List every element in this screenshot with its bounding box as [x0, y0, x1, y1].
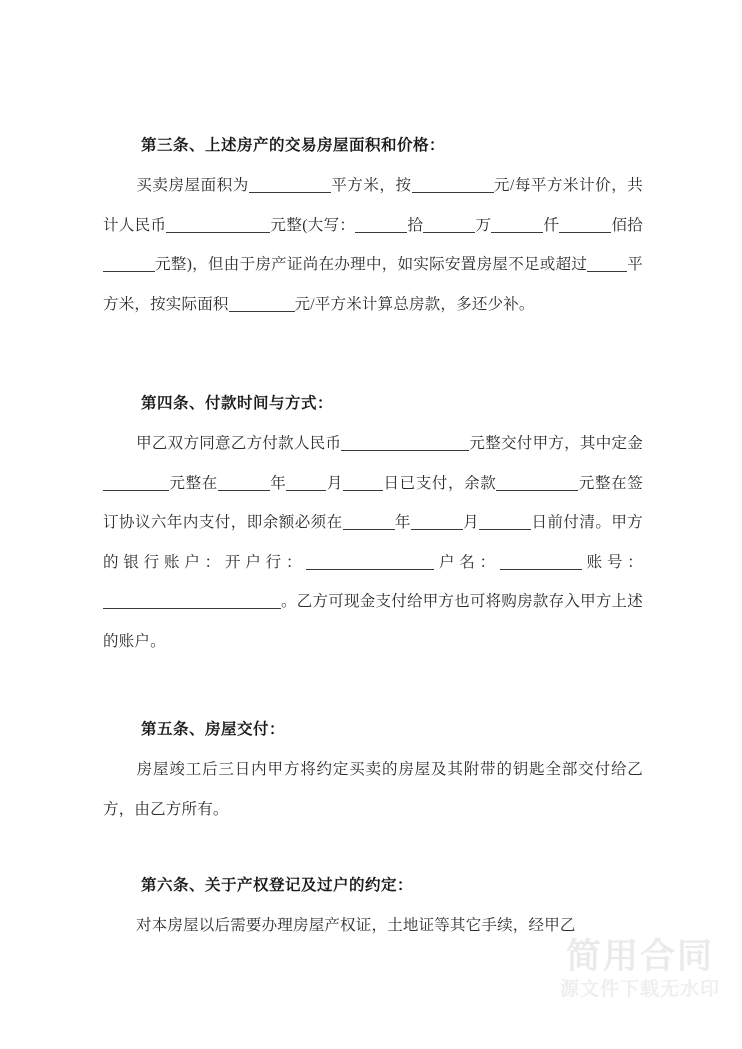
paragraph-text-run: 月 [326, 474, 344, 492]
watermark-sub-text: 源文件下载无水印 [559, 979, 720, 1001]
fill-in-blank[interactable] [103, 475, 169, 491]
paragraph-text-run: 元/每平方米计价，共计人民币 [103, 177, 643, 234]
fill-in-blank[interactable] [166, 217, 270, 233]
paragraph-text-run: 月 [462, 514, 480, 531]
paragraph-text-run: 年 [269, 474, 287, 492]
fill-in-blank[interactable] [355, 217, 407, 233]
section-heading-3: 第三条、上述房产的交易房屋面积和价格： [141, 137, 446, 154]
fill-in-blank[interactable] [341, 435, 469, 451]
paragraph-text-run: 平方米，按 [330, 177, 412, 194]
section-heading-4: 第四条、付款时间与方式： [141, 395, 334, 412]
fill-in-blank[interactable] [229, 296, 295, 312]
section-heading-5: 第五条、房屋交付： [141, 721, 286, 738]
paragraph-text-run: 平方米，按实际面积 [103, 256, 644, 313]
section-paragraph-4 [103, 424, 643, 661]
paragraph-text-run: 。乙方可现金支付给甲方也可将购房款存入甲方上述的账户。 [103, 593, 643, 650]
watermark-main-text: 简用合同 [565, 937, 714, 977]
fill-in-blank[interactable] [479, 514, 531, 530]
paragraph-text-run: 万 [475, 216, 492, 234]
paragraph-text-run: 仟 [543, 216, 560, 234]
fill-in-blank[interactable] [587, 256, 627, 272]
fill-in-blank[interactable] [249, 177, 331, 193]
fill-in-blank[interactable] [423, 217, 475, 233]
fill-in-blank[interactable] [343, 475, 383, 491]
paragraph-text-run: 元整在 [169, 474, 218, 492]
paragraph-text-run: 账号： [581, 553, 643, 571]
paragraph-text-run: 拾 [407, 216, 424, 234]
paragraph-text-run: 户名： [434, 553, 500, 571]
paragraph-text-run: 对本房屋以后需要办理房屋产权证，土地证等其它手续，经甲乙 [136, 917, 576, 934]
fill-in-blank[interactable] [343, 514, 395, 530]
paragraph-text-run: 年 [394, 514, 411, 531]
paragraph-text-run: 房屋竣工后三日内甲方将约定买卖的房屋及其附带的钥匙全部交付给乙方，由乙方所有。 [103, 761, 643, 818]
fill-in-blank[interactable] [218, 475, 270, 491]
section-paragraph-6 [103, 906, 643, 946]
paragraph-text-run: 元整)，但由于房产证尚在办理中，如实际安置房屋不足或超过 [155, 256, 588, 273]
paragraph-text-run: 甲乙双方同意乙方付款人民币 [136, 435, 342, 452]
fill-in-blank[interactable] [500, 554, 582, 570]
fill-in-blank[interactable] [411, 514, 463, 530]
section-paragraph-3 [103, 166, 643, 324]
paragraph-text-run: 日前付清。甲方的银行账户：开户行： [103, 514, 644, 571]
paragraph-text-run: 元整交付甲方，其中定金 [469, 435, 643, 452]
paragraph-text-run: 元整(大写： [270, 216, 356, 234]
paragraph-text-run: 买卖房屋面积为 [136, 177, 249, 194]
fill-in-blank[interactable] [306, 554, 434, 570]
paragraph-text-run: 元整在签订协议六年内支付，即余额必须在 [103, 474, 643, 531]
paragraph-text-run: 元/平方米计算总房款，多还少补。 [294, 295, 535, 313]
fill-in-blank[interactable] [491, 217, 543, 233]
fill-in-blank[interactable] [286, 475, 326, 491]
fill-in-blank[interactable] [412, 177, 494, 193]
paragraph-text-run: 佰拾 [611, 216, 643, 234]
fill-in-blank[interactable] [559, 217, 611, 233]
paragraph-text-run: 日已支付，余款 [383, 474, 497, 492]
section-paragraph-5 [103, 750, 643, 829]
document-content [103, 0, 643, 1049]
fill-in-blank[interactable] [103, 593, 281, 609]
fill-in-blank[interactable] [103, 256, 155, 272]
fill-in-blank[interactable] [496, 475, 578, 491]
section-heading-6: 第六条、关于产权登记及过户的约定： [141, 877, 414, 894]
